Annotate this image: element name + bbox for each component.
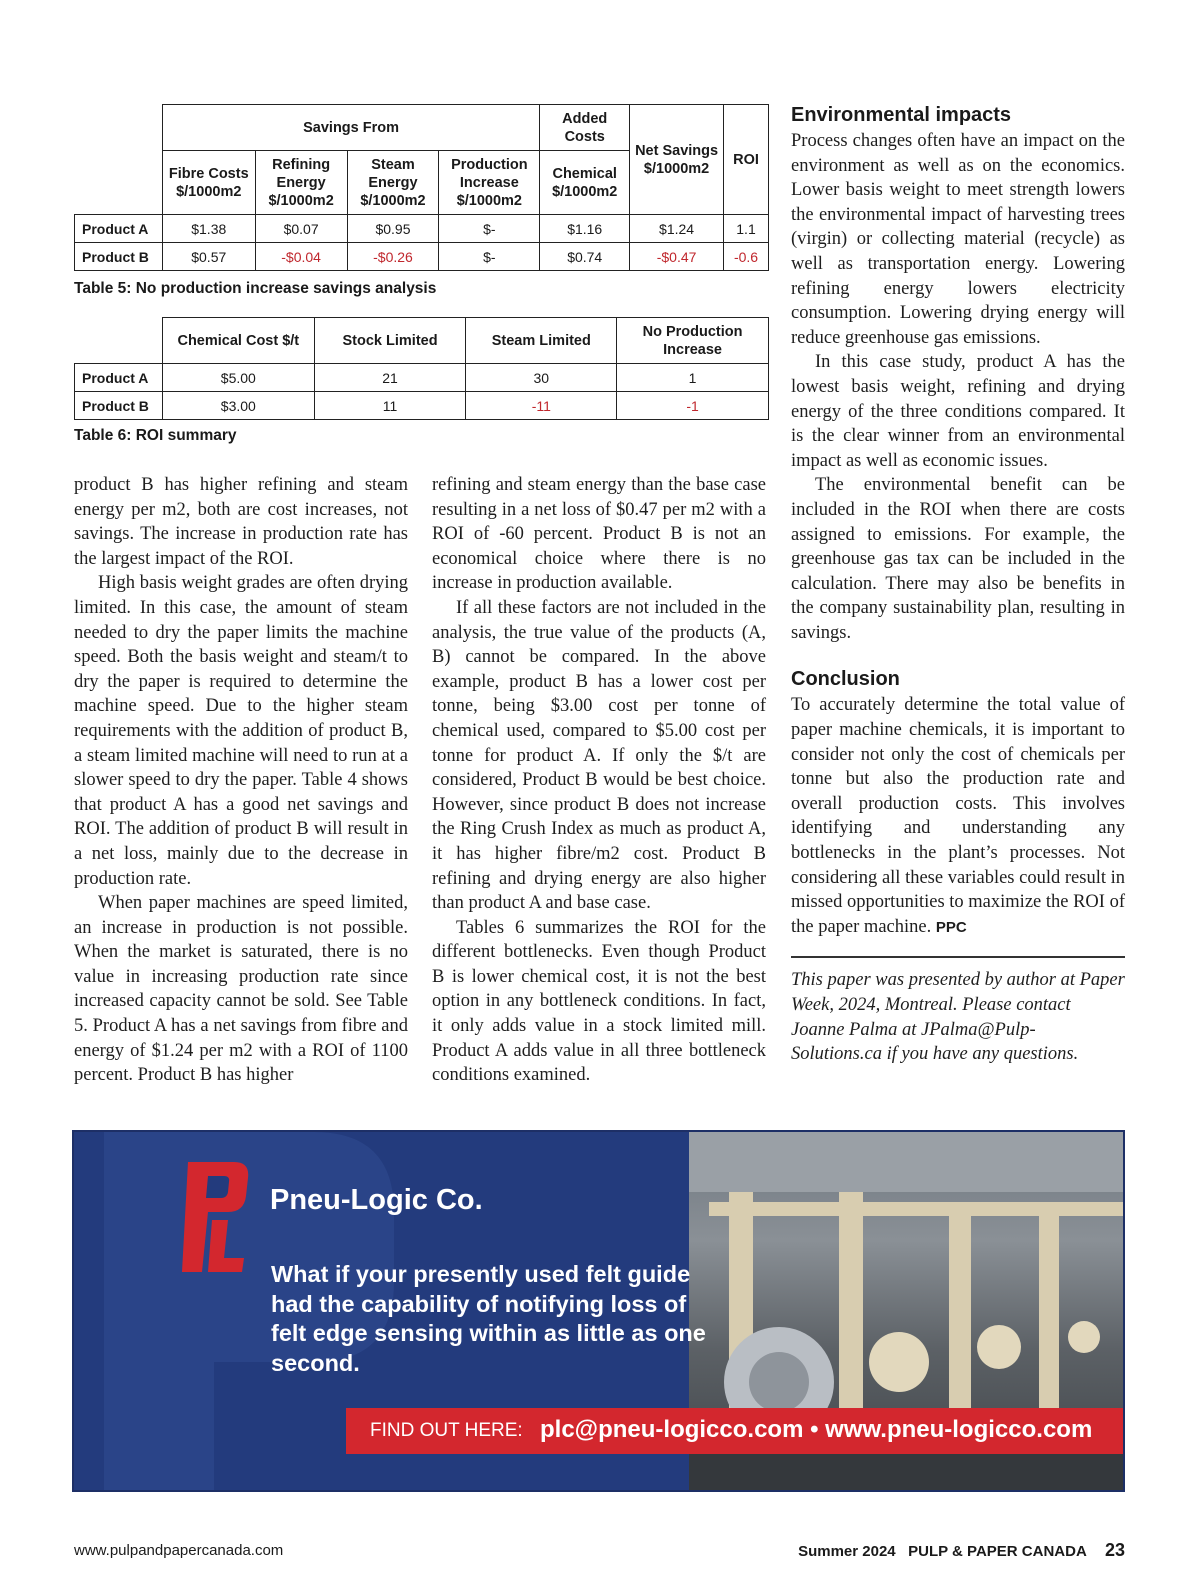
cell-steam: -$0.26 bbox=[347, 243, 439, 271]
row-label: Product A bbox=[75, 364, 163, 392]
pneu-logic-logo-icon bbox=[174, 1162, 250, 1272]
ad-contact-link[interactable]: plc@pneu-logicco.com • www.pneu-logicco.com bbox=[540, 1416, 1093, 1443]
col-header-net-savings: Net Savings $/1000m2 bbox=[630, 105, 724, 215]
paragraph: The environmental benefit can be included in the ROI when there are costs assigned to emissions. For example, the greenhouse gas tax can be included in the calculation. There may also be benefits in the company sustainability plan, resulting in savings. bbox=[791, 475, 1125, 643]
heading-environmental-impacts: Environmental impacts bbox=[791, 104, 1012, 126]
col-header-production: Production Increase $/1000m2 bbox=[439, 151, 540, 215]
paragraph: refining and steam energy than the base case resulting in a net loss of $0.47 per m2 with a ROI of -60 percent. Product B is not an economical choice where there is no increase in production available. bbox=[432, 475, 766, 594]
paragraph bbox=[791, 693, 1125, 940]
paragraph: Tables 6 summarizes the ROI for the different bottlenecks. Even though Product B is lower chemical cost, it is not the best option in any bottleneck conditions. In fact, it only adds value in a stock limited mill. Product A adds value in all three bottleneck conditions examined. bbox=[432, 917, 766, 1086]
cell-steam: -11 bbox=[466, 392, 617, 420]
paragraph: Process changes often have an impact on the environment as well as on the economics. Lower basis weight to meet strength lowers the environmental impact of harvesting trees (virgin) or collecting material (recycle) as well as transportation energy. Lowering refining energy lowers electricity consumption. Lowering drying energy will reduce greenhouse gas emissions. bbox=[791, 131, 1125, 348]
paragraph: product B has higher refining and steam energy per m2, both are cost increases, not savings. The increase in production rate has the largest impact of the ROI. bbox=[74, 475, 408, 569]
paragraph: In this case study, product A has the lowest basis weight, refining and drying energy of the three conditions compared. It is the clear winner from an environmental impact as well as economic issues. bbox=[791, 352, 1125, 471]
divider bbox=[791, 956, 1125, 958]
col-header-no-production: No Production Increase bbox=[617, 318, 769, 364]
cell-fibre: $1.38 bbox=[162, 215, 255, 243]
cell-net: $1.24 bbox=[630, 215, 724, 243]
paragraph: High basis weight grades are often drying limited. In this case, the amount of steam needed to dry the paper limits the machine speed. Both the basis weight and steam/t to dry the paper is required to determine the machine speed. Due to the higher steam requirements with the addition of product B, a steam limited machine will need to run at a slower speed to dry the paper. Table 4 shows that product A has a good net savings and ROI. The addition of product B will result in a net loss, mainly due to the decrease in production rate. bbox=[74, 573, 408, 889]
col-header-steam: Steam Energy $/1000m2 bbox=[347, 151, 439, 215]
group-header-savings: Savings From bbox=[162, 105, 539, 151]
table-row bbox=[75, 392, 769, 420]
footer-publication: PULP & PAPER CANADA bbox=[908, 1543, 1087, 1560]
table-6 bbox=[74, 317, 769, 420]
col-header-fibre: Fibre Costs $/1000m2 bbox=[162, 151, 255, 215]
ad-cta-bar[interactable] bbox=[346, 1408, 1125, 1454]
col-header-steam-limited: Steam Limited bbox=[466, 318, 617, 364]
cell-production: $- bbox=[439, 215, 540, 243]
cell-refining: -$0.04 bbox=[255, 243, 347, 271]
paragraph: If all these factors are not included in the analysis, the true value of the products (A, B) cannot be compared. In the above example, product B has a lower cost per tonne, being $3.00 cost per tonne of chemical used, compared to $5.00 cost per tonne for product A. If only the $/t are considered, Product B would be best choice. However, since product B does not increase the Ring Crush Index as much as product A, it has higher fibre/m2 cost. Product B refining and drying energy are also higher than product A and base case. bbox=[432, 597, 766, 914]
cell-roi: 1.1 bbox=[724, 215, 769, 243]
row-label: Product B bbox=[75, 243, 163, 271]
cell-chemical: $1.16 bbox=[540, 215, 630, 243]
row-label: Product A bbox=[75, 215, 163, 243]
cell-fibre: $0.57 bbox=[162, 243, 255, 271]
table-row bbox=[75, 215, 769, 243]
table-5-caption: Table 5: No production increase savings analysis bbox=[74, 280, 437, 297]
col-header-stock-limited: Stock Limited bbox=[314, 318, 466, 364]
footer-url[interactable]: www.pulpandpapercanada.com bbox=[74, 1542, 284, 1559]
col-header-refining: Refining Energy $/1000m2 bbox=[255, 151, 347, 215]
cell-chemical: $0.74 bbox=[540, 243, 630, 271]
column-3 bbox=[791, 103, 1125, 1067]
table-row bbox=[75, 243, 769, 271]
ad-brand-name: Pneu-Logic Co. bbox=[270, 1184, 483, 1216]
cell-roi: -0.6 bbox=[724, 243, 769, 271]
col-header-chemical-cost: Chemical Cost $/t bbox=[162, 318, 314, 364]
cell-steam: 30 bbox=[466, 364, 617, 392]
cell-steam: $0.95 bbox=[347, 215, 439, 243]
conclusion-text: To accurately determine the total value of paper machine chemicals, it is important to consider not only the cost of chemicals per tonne but also the production rate and overall production costs. This involves identifying and understanding any bottlenecks in the plant’s processes. Not considering all these variables could result in missed opportunities to maximize the ROI of the paper machine. bbox=[791, 695, 1125, 937]
cell-chemical-cost: $5.00 bbox=[162, 364, 314, 392]
cell-stock: 21 bbox=[314, 364, 466, 392]
column-1 bbox=[74, 473, 408, 1088]
cell-production: $- bbox=[439, 243, 540, 271]
cell-no-production: -1 bbox=[617, 392, 769, 420]
heading-conclusion: Conclusion bbox=[791, 668, 900, 691]
footer-issue: Summer 2024 bbox=[798, 1543, 896, 1560]
column-2 bbox=[432, 473, 766, 1088]
end-mark: PPC bbox=[935, 918, 967, 936]
table-5 bbox=[74, 104, 769, 271]
cell-stock: 11 bbox=[314, 392, 466, 420]
cell-chemical-cost: $3.00 bbox=[162, 392, 314, 420]
page-number: 23 bbox=[1104, 1540, 1125, 1560]
footer-masthead bbox=[798, 1540, 1125, 1561]
col-header-roi: ROI bbox=[724, 105, 769, 215]
table-6-caption: Table 6: ROI summary bbox=[74, 427, 237, 444]
ad-pitch: What if your presently used felt guide had the capability of notifying loss of felt edge sensing within as little as one second. bbox=[271, 1261, 706, 1376]
ad-cta-lead: FIND OUT HERE: bbox=[370, 1420, 523, 1441]
advertisement-banner[interactable] bbox=[72, 1130, 1125, 1492]
cell-refining: $0.07 bbox=[255, 215, 347, 243]
col-header-chemical: Chemical $/1000m2 bbox=[540, 151, 630, 215]
row-label: Product B bbox=[75, 392, 163, 420]
paragraph: When paper machines are speed limited, an increase in production is not possible. When the market is saturated, there is no value in increasing production rate since increased capacity cannot be sold. See Table 5. Product A has a net savings from fibre and energy of $1.24 per m2 with a ROI of 1100 percent. Product B has higher bbox=[74, 893, 408, 1086]
cell-no-production: 1 bbox=[617, 364, 769, 392]
author-note: This paper was presented by author at Paper Week, 2024, Montreal. Please contact Joanne Palma at JPalma@Pulp-Solutions.ca if you have any questions. bbox=[791, 970, 1125, 1065]
cell-net: -$0.47 bbox=[630, 243, 724, 271]
group-header-added-costs: Added Costs bbox=[540, 105, 630, 151]
table-row bbox=[75, 364, 769, 392]
